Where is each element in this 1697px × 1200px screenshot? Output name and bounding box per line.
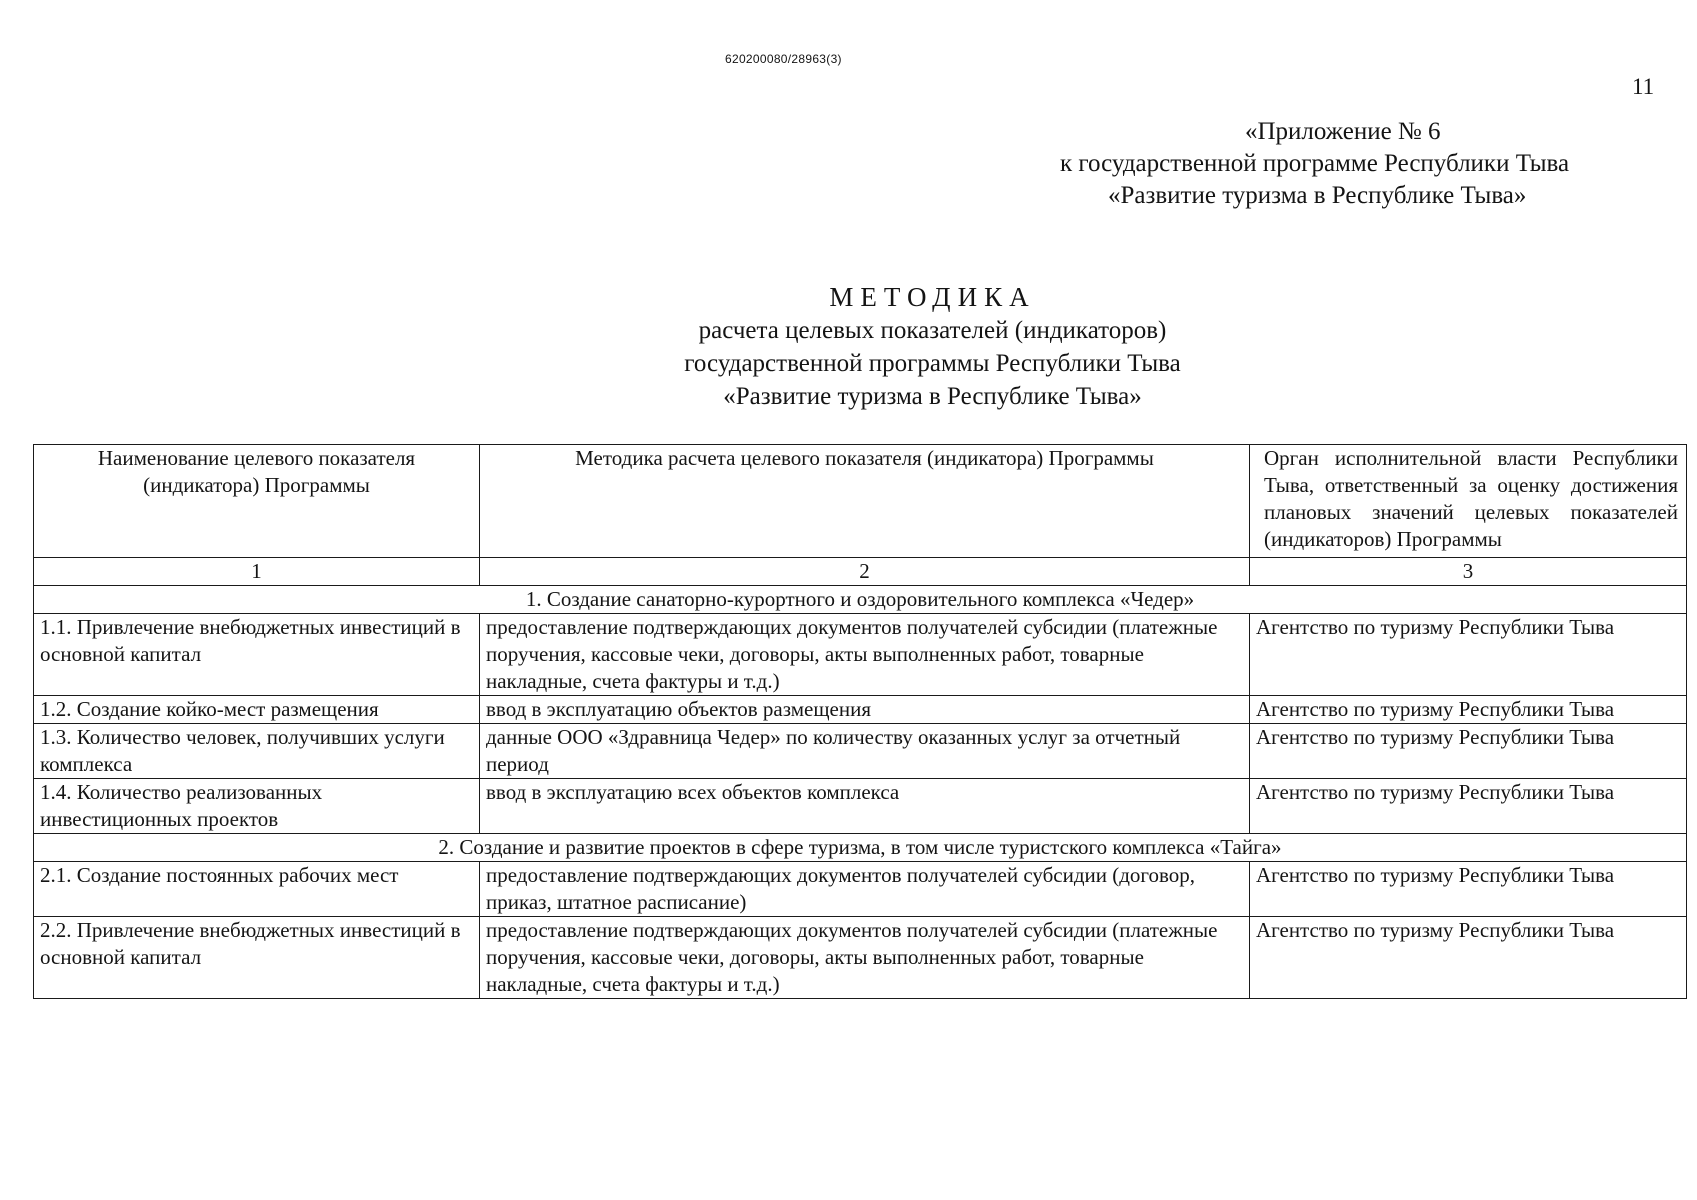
authority-cell: Агентство по туризму Республики Тыва	[1250, 779, 1687, 834]
column-numbers-row	[34, 558, 1687, 586]
header-method: Методика расчета целевого показателя (индикатора) Программы	[480, 445, 1250, 558]
table-row	[34, 696, 1687, 724]
appendix-header	[1000, 116, 1680, 212]
authority-cell: Агентство по туризму Республики Тыва	[1250, 724, 1687, 779]
appendix-line-2: к государственной программе Республики Тыва	[1060, 150, 1570, 177]
method-cell: предоставление подтверждающих документов получателей субсидии (платежные поручения, кассовые чеки, договоры, акты выполненных работ, товарные накладные, счета фактуры и т.д.)	[480, 917, 1250, 999]
appendix-line-1: «Приложение № 6	[1245, 118, 1441, 145]
indicator-cell: 2.1. Создание постоянных рабочих мест	[34, 862, 480, 917]
indicator-cell: 1.4. Количество реализованных инвестиционных проектов	[34, 779, 480, 834]
table-row	[34, 862, 1687, 917]
indicator-cell: 2.2. Привлечение внебюджетных инвестиций в основной капитал	[34, 917, 480, 999]
method-cell: ввод в эксплуатацию объектов размещения	[480, 696, 1250, 724]
indicator-cell: 1.3. Количество человек, получивших услуги комплекса	[34, 724, 480, 779]
method-cell: предоставление подтверждающих документов получателей субсидии (платежные поручения, кассовые чеки, договоры, акты выполненных работ, товарные накладные, счета фактуры и т.д.)	[480, 614, 1250, 696]
header-authority: Орган исполнительной власти Республики Тыва, ответственный за оценку достижения плановых значений целевых показателей (индикаторов) Программы	[1250, 445, 1687, 558]
title-main: МЕТОДИКА	[829, 282, 1036, 312]
method-cell: данные ООО «Здравница Чедер» по количеству оказанных услуг за отчетный период	[480, 724, 1250, 779]
column-number: 3	[1250, 558, 1687, 586]
document-title	[0, 280, 1697, 413]
title-line-2: государственной программы Республики Тыва	[684, 350, 1181, 377]
title-line-3: «Развитие туризма в Республике Тыва»	[723, 383, 1142, 410]
header-indicator: Наименование целевого показателя (индикатора) Программы	[34, 445, 480, 558]
authority-cell: Агентство по туризму Республики Тыва	[1250, 917, 1687, 999]
section-title: 2. Создание и развитие проектов в сфере туризма, в том числе туристского комплекса «Тайга»	[34, 834, 1687, 862]
method-cell: ввод в эксплуатацию всех объектов комплекса	[480, 779, 1250, 834]
authority-cell: Агентство по туризму Республики Тыва	[1250, 696, 1687, 724]
authority-cell: Агентство по туризму Республики Тыва	[1250, 862, 1687, 917]
indicator-cell: 1.2. Создание койко-мест размещения	[34, 696, 480, 724]
authority-cell: Агентство по туризму Республики Тыва	[1250, 614, 1687, 696]
table-row	[34, 614, 1687, 696]
indicator-cell: 1.1. Привлечение внебюджетных инвестиций в основной капитал	[34, 614, 480, 696]
page-number: 11	[1632, 74, 1655, 99]
table-header-row	[34, 445, 1687, 558]
title-line-1: расчета целевых показателей (индикаторов)	[698, 317, 1167, 344]
table-row	[34, 724, 1687, 779]
section-row	[34, 586, 1687, 614]
table-row	[34, 917, 1687, 999]
table-row	[34, 779, 1687, 834]
method-cell: предоставление подтверждающих документов получателей субсидии (договор, приказ, штатное расписание)	[480, 862, 1250, 917]
column-number: 1	[34, 558, 480, 586]
column-number: 2	[480, 558, 1250, 586]
appendix-line-3: «Развитие туризма в Республике Тыва»	[1108, 182, 1527, 209]
section-title: 1. Создание санаторно-курортного и оздоровительного комплекса «Чедер»	[34, 586, 1687, 614]
section-row	[34, 834, 1687, 862]
indicators-table	[33, 444, 1687, 999]
document-id: 620200080/28963(3)	[725, 52, 842, 66]
